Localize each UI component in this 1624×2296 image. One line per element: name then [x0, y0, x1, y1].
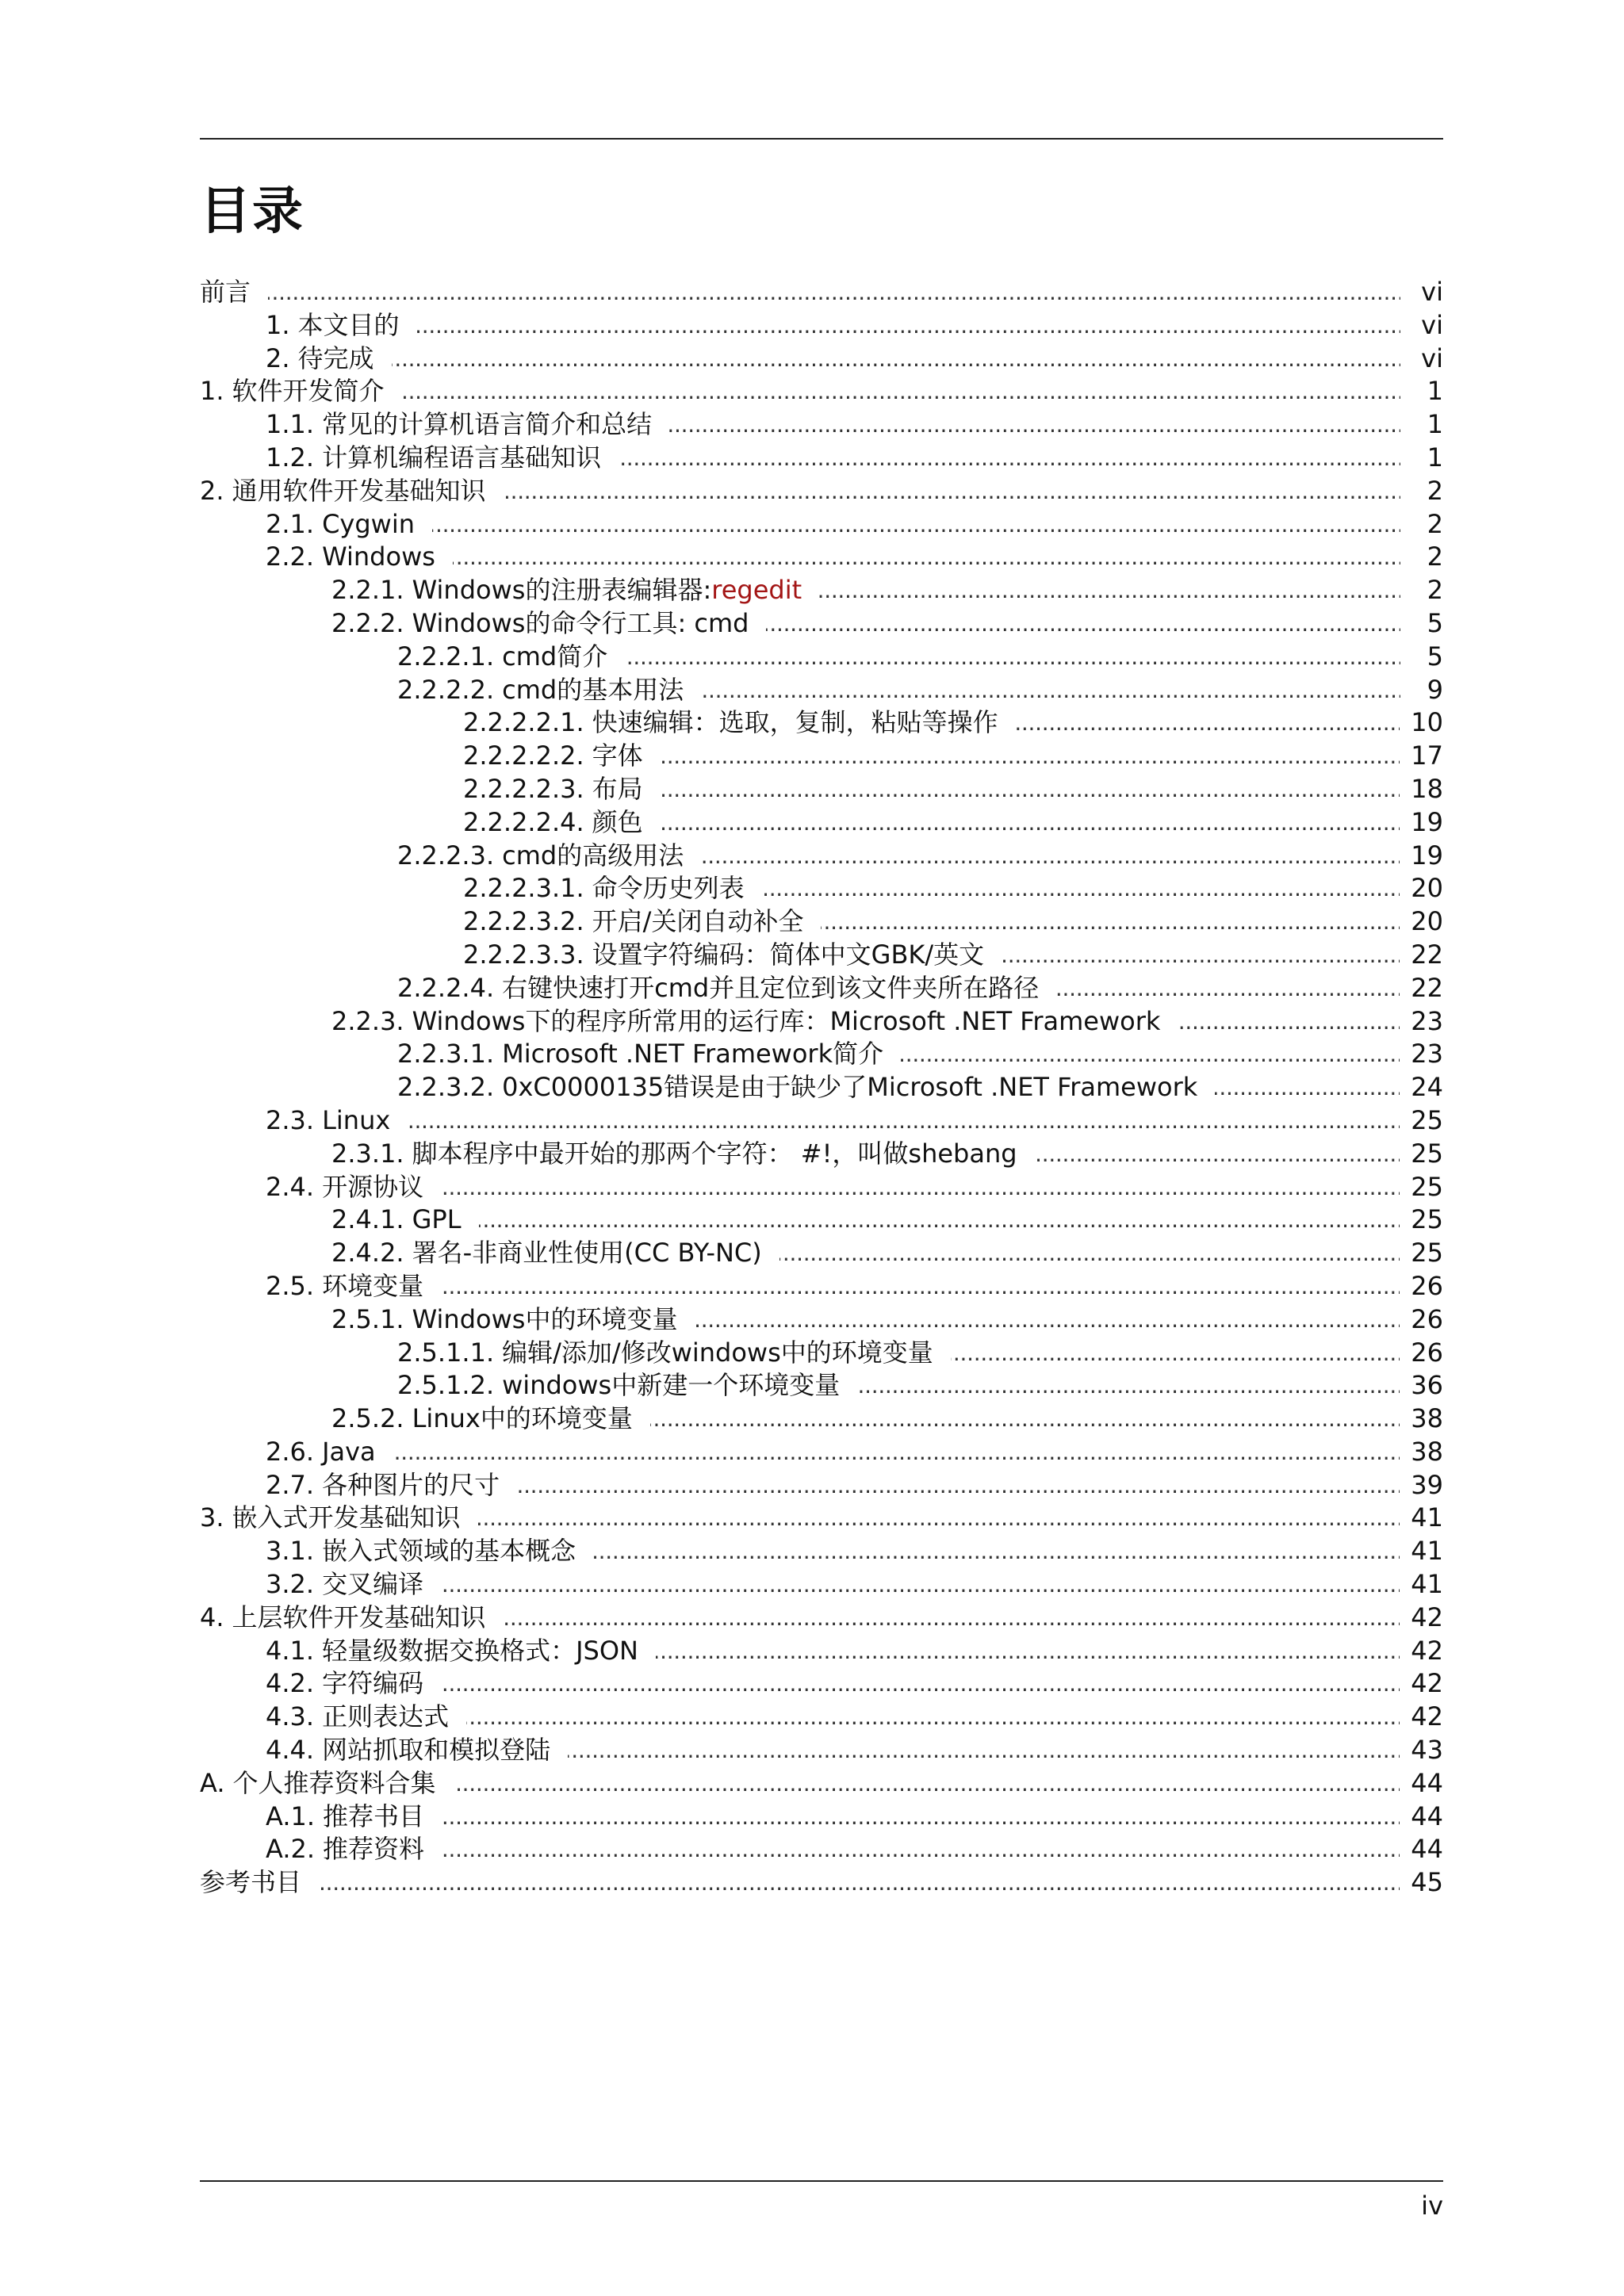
toc-entry-title-text: 常见的计算机语言简介和总结 — [322, 409, 653, 440]
toc-entry-page: 5 — [1427, 607, 1443, 638]
toc-entry-title — [322, 1635, 638, 1668]
toc-entry[interactable] — [200, 1171, 1443, 1204]
toc-entry-title-text: 环境变量 — [322, 1270, 424, 1301]
toc-entry[interactable] — [200, 773, 1443, 806]
toc-entry-page: 9 — [1427, 674, 1443, 705]
toc-entry-title-text: 轻量级数据交换格式：JSON — [322, 1635, 638, 1666]
toc-entry-page: 19 — [1411, 806, 1443, 837]
dot-leader — [517, 1469, 1400, 1502]
toc-entry[interactable] — [200, 1237, 1443, 1270]
toc-entry[interactable] — [200, 641, 1443, 674]
toc-entry-page: 44 — [1411, 1800, 1443, 1831]
toc-entry-page: 44 — [1411, 1834, 1443, 1865]
toc-entry-title-text: cmd简介 — [502, 641, 608, 672]
toc-entry-title-text: 正则表达式 — [322, 1701, 450, 1732]
dot-leader — [779, 1237, 1400, 1270]
toc-entry-number: 2.2.2.3.1. — [463, 873, 584, 904]
toc-entry-title-text: 脚本程序中最开始的那两个字符： #!，叫做shebang — [412, 1138, 1017, 1169]
toc-entry-title-text: Microsoft .NET Framework简介 — [502, 1039, 884, 1070]
toc-entry[interactable] — [200, 408, 1443, 442]
toc-entry-page: 45 — [1411, 1867, 1443, 1898]
toc-entry-title — [412, 1005, 1161, 1039]
toc-entry[interactable] — [200, 1667, 1443, 1701]
toc-entry-number: 2.2.2.2.2. — [463, 740, 584, 771]
toc-entry-page: 2 — [1427, 575, 1443, 606]
toc-entry-number: 4. — [200, 1601, 224, 1632]
toc-entry-title — [502, 1071, 1197, 1104]
toc-entry-title — [298, 342, 374, 376]
dot-leader — [701, 674, 1400, 707]
toc-entry-title-text: cmd的基本用法 — [502, 674, 684, 705]
toc-entry[interactable] — [200, 972, 1443, 1005]
dot-leader — [268, 276, 1400, 309]
toc-entry-title — [322, 541, 435, 574]
toc-entry-number: 2. — [266, 342, 290, 373]
dot-leader — [1178, 1005, 1400, 1039]
toc-entry-title-text: 开源协议 — [322, 1171, 424, 1202]
toc-entry-page: 25 — [1411, 1138, 1443, 1169]
toc-entry-page: 38 — [1411, 1403, 1443, 1434]
toc-entry-title — [298, 309, 400, 342]
toc-entry-number: 3.2. — [266, 1569, 315, 1600]
toc-entry-title — [322, 1171, 423, 1204]
toc-entry-page: 25 — [1411, 1238, 1443, 1269]
toc-entry-title-text: Windows — [322, 541, 435, 572]
toc-entry-number: A. — [200, 1767, 225, 1798]
toc-entry-page: 36 — [1411, 1370, 1443, 1401]
dot-leader — [1016, 706, 1400, 740]
toc-entry-page: 22 — [1411, 939, 1443, 970]
toc-entry-number: 2.2.3. — [331, 1005, 404, 1036]
dot-leader — [402, 375, 1400, 408]
toc-entry-number: 2.2.2.2.1. — [463, 707, 584, 738]
toc-entry-page: 26 — [1411, 1270, 1443, 1301]
toc-entry-title-text: Windows中的环境变量 — [412, 1303, 678, 1334]
toc-entry-title — [502, 840, 684, 873]
toc-entry-page: 26 — [1411, 1337, 1443, 1368]
toc-entry[interactable] — [200, 1436, 1443, 1469]
toc-entry-number: 4.2. — [266, 1668, 315, 1699]
toc-entry-page: 23 — [1411, 1039, 1443, 1070]
dot-leader — [625, 641, 1400, 674]
toc-entry-number: 2.2.2.2.4. — [463, 806, 584, 837]
dot-leader — [695, 1303, 1400, 1337]
toc-entry-page: 1 — [1427, 376, 1443, 407]
toc-entry-page: 43 — [1411, 1735, 1443, 1766]
toc-entry-title-text: 右键快速打开cmd并且定位到该文件夹所在路径 — [502, 972, 1040, 1003]
toc-entry-page: 42 — [1411, 1668, 1443, 1699]
toc-entry[interactable] — [200, 1767, 1443, 1800]
toc-entry-page: 1 — [1427, 409, 1443, 440]
toc-entry-title — [200, 276, 251, 309]
dot-leader — [408, 1104, 1400, 1138]
toc-entry[interactable] — [200, 1734, 1443, 1767]
toc-entry-page: 41 — [1411, 1502, 1443, 1533]
dot-leader — [466, 1701, 1400, 1734]
toc-entry-number: 2.3. — [266, 1104, 315, 1135]
toc-entry-number: 4.4. — [266, 1735, 315, 1766]
toc-entry-number: 1.2. — [266, 442, 315, 473]
dot-leader — [442, 1833, 1400, 1866]
toc-entry-title — [322, 442, 601, 475]
toc-entry-title-text: cmd的高级用法 — [502, 840, 684, 871]
toc-entry-page: 41 — [1411, 1536, 1443, 1567]
toc-entry-number: 2.2.2.3.3. — [463, 939, 584, 970]
dot-leader — [454, 1767, 1400, 1800]
dot-leader — [901, 1038, 1400, 1071]
toc-entry[interactable] — [200, 475, 1443, 508]
toc-entry-title — [232, 375, 385, 408]
toc-entry-number: 2.2.3.2. — [397, 1072, 495, 1103]
toc-entry-page: 2 — [1427, 508, 1443, 539]
toc-entry[interactable] — [200, 872, 1443, 905]
dot-leader — [441, 1270, 1400, 1303]
toc-entry-number: A.1. — [266, 1800, 316, 1831]
dot-leader — [1056, 972, 1400, 1005]
toc-entry[interactable] — [200, 1402, 1443, 1436]
toc-entry-title — [323, 1800, 424, 1834]
toc-entry-title-text: 字体 — [592, 740, 643, 771]
toc-entry-title — [322, 1701, 449, 1734]
toc-entry-title-text: 嵌入式领域的基本概念 — [322, 1536, 576, 1567]
dot-leader — [504, 1601, 1400, 1635]
toc-entry[interactable] — [200, 1601, 1443, 1635]
toc-entry-title — [412, 1402, 633, 1436]
toc-entry[interactable] — [200, 1369, 1443, 1402]
toc-entry-title — [412, 1303, 678, 1337]
toc-entry-page: 24 — [1411, 1072, 1443, 1103]
toc-entry-title — [502, 641, 607, 674]
dot-leader — [392, 342, 1400, 376]
dot-leader — [1215, 1071, 1400, 1104]
toc-entry-number: 2.5.1. — [331, 1303, 404, 1334]
toc-entry-title-text: Windows下的程序所常用的运行库：Microsoft .NET Framework — [412, 1005, 1161, 1036]
toc-entry-title-text: 前言 — [200, 277, 251, 307]
toc-entry-number: 2.2.2.4. — [397, 972, 495, 1003]
toc-entry-title — [592, 773, 643, 806]
toc-entry-title — [322, 1667, 423, 1701]
toc-entry-number: 1.1. — [266, 409, 315, 440]
toc-entry-number: 2. — [200, 475, 224, 506]
dot-leader — [453, 541, 1400, 574]
toc-entry-page: 5 — [1427, 641, 1443, 672]
toc-entry[interactable] — [200, 1469, 1443, 1502]
toc-entry-number: 2.2.2.2.3. — [463, 773, 584, 804]
toc-entry[interactable] — [200, 939, 1443, 972]
toc-entry-number: 2.5.2. — [331, 1403, 404, 1434]
toc-entry-title — [502, 972, 1039, 1005]
toc-entry-number: 4.1. — [266, 1635, 315, 1666]
toc-entry-title — [412, 607, 749, 641]
toc-entry-number: 2.2.1. — [331, 575, 404, 606]
toc-entry[interactable] — [200, 806, 1443, 840]
toc-entry[interactable] — [200, 1138, 1443, 1171]
toc-entry-title-text: 字符编码 — [322, 1668, 424, 1699]
toc-entry[interactable] — [200, 706, 1443, 740]
toc-entry-title — [412, 1203, 462, 1237]
toc-entry-title — [502, 674, 684, 707]
toc-entry[interactable] — [200, 1104, 1443, 1138]
toc-entry-title-text: windows中新建一个环境变量 — [502, 1370, 841, 1401]
toc-entry-page: 25 — [1411, 1204, 1443, 1235]
toc-entry-title — [322, 1568, 423, 1601]
dot-leader — [593, 1535, 1400, 1568]
toc-entry-title-text: 署名-非商业性使用(CC BY-NC) — [412, 1238, 762, 1269]
toc-entry-title — [592, 905, 804, 939]
toc-entry-page: 17 — [1411, 740, 1443, 771]
toc-entry-title — [502, 1369, 840, 1402]
toc-entry[interactable] — [200, 1303, 1443, 1337]
dot-leader — [701, 840, 1400, 873]
dot-leader — [650, 1402, 1400, 1436]
toc-entry-title — [322, 1270, 423, 1303]
toc-entry-title — [232, 1601, 486, 1635]
toc-entry[interactable] — [200, 508, 1443, 541]
dot-leader — [441, 1171, 1400, 1204]
toc-entry-number: 2.3.1. — [331, 1138, 404, 1169]
toc-entry-number: 2.7. — [266, 1469, 315, 1500]
toc-entry-number: 2.1. — [266, 508, 315, 539]
toc-entry[interactable] — [200, 342, 1443, 376]
toc-entry-title-text: Windows的命令行工具: cmd — [412, 607, 749, 638]
toc-entry-number: 2.5. — [266, 1270, 315, 1301]
dot-leader — [393, 1436, 1400, 1469]
toc-entry[interactable] — [200, 1701, 1443, 1734]
dot-leader — [478, 1502, 1400, 1535]
toc-entry-title-text: GPL — [412, 1204, 462, 1235]
toc-entry[interactable] — [200, 1535, 1443, 1568]
toc-entry-title-text: 布局 — [592, 773, 643, 804]
toc-entry-page: 39 — [1411, 1469, 1443, 1500]
toc-entry-page: 44 — [1411, 1767, 1443, 1798]
toc-entry-page: 42 — [1411, 1601, 1443, 1632]
dot-leader — [857, 1369, 1400, 1402]
toc-entry-number: 2.2. — [266, 541, 315, 572]
toc-entry-page: 42 — [1411, 1635, 1443, 1666]
header-rule — [200, 138, 1443, 140]
dot-leader — [766, 607, 1400, 641]
toc-entry[interactable] — [200, 1833, 1443, 1866]
toc-entry-number: 2.5.1.1. — [397, 1337, 495, 1368]
toc-entry-title-text: 开启/关闭自动补全 — [592, 906, 804, 937]
toc-entry-page: 26 — [1411, 1303, 1443, 1334]
toc-entry-title — [592, 872, 745, 905]
toc-entry[interactable] — [200, 1635, 1443, 1668]
page-number: iv — [1421, 2191, 1443, 2221]
table-of-contents — [200, 276, 1443, 1900]
toc-entry-page: 18 — [1411, 773, 1443, 804]
toc-entry-title-text: 设置字符编码：简体中文GBK/英文 — [592, 939, 985, 970]
toc-entry[interactable] — [200, 574, 1443, 607]
dot-leader — [661, 773, 1400, 806]
toc-entry-title-text: Windows的注册表编辑器: — [412, 575, 712, 606]
toc-entry-title-text: 嵌入式开发基础知识 — [232, 1502, 461, 1533]
dot-leader — [619, 442, 1400, 475]
toc-entry[interactable] — [200, 674, 1443, 707]
toc-entry-page: 20 — [1411, 906, 1443, 937]
toc-entry-title-text: 颜色 — [592, 806, 643, 837]
toc-entry-page: 38 — [1411, 1436, 1443, 1467]
toc-entry-number: 1. — [266, 309, 290, 340]
toc-entry-title — [502, 1337, 933, 1370]
toc-entry[interactable] — [200, 276, 1443, 309]
dot-leader — [1035, 1138, 1400, 1171]
toc-entry-number: 2.2.2. — [331, 607, 404, 638]
dot-leader — [417, 309, 1400, 342]
toc-entry-page: vi — [1421, 309, 1443, 340]
toc-entry-number: 2.2.3.1. — [397, 1039, 495, 1070]
toc-entry[interactable] — [200, 1203, 1443, 1237]
toc-entry[interactable] — [200, 309, 1443, 342]
toc-entry-page: 2 — [1427, 541, 1443, 572]
toc-entry-title-text: 通用软件开发基础知识 — [232, 475, 486, 506]
toc-entry-title-text: 各种图片的尺寸 — [322, 1469, 500, 1500]
toc-entry[interactable] — [200, 840, 1443, 873]
toc-entry-number: 2.2.2.3.2. — [463, 906, 584, 937]
dot-leader — [661, 740, 1400, 773]
footer-rule — [200, 2180, 1443, 2182]
toc-entry-title-text: 软件开发简介 — [232, 376, 385, 407]
toc-entry-title-text: 参考书目 — [200, 1867, 302, 1898]
toc-entry-page: vi — [1421, 342, 1443, 373]
toc-entry-title — [322, 408, 652, 442]
toc-entry-page: 42 — [1411, 1701, 1443, 1732]
toc-entry-title-text: 快速编辑：选取，复制，粘贴等操作 — [592, 707, 998, 738]
toc-entry-page: 19 — [1411, 840, 1443, 871]
toc-entry-title — [232, 475, 486, 508]
toc-entry[interactable] — [200, 1568, 1443, 1601]
toc-entry-title — [502, 1038, 883, 1071]
toc-entry-number: 2.4. — [266, 1171, 315, 1202]
toc-entry-number: 4.3. — [266, 1701, 315, 1732]
toc-entry-page: vi — [1421, 277, 1443, 307]
toc-entry-title-text: 编辑/添加/修改windows中的环境变量 — [502, 1337, 933, 1368]
toc-entry[interactable] — [200, 1270, 1443, 1303]
dot-leader — [951, 1337, 1400, 1370]
toc-entry-title — [322, 1104, 390, 1138]
toc-entry-page: 22 — [1411, 972, 1443, 1003]
toc-entry-title-text: Linux — [322, 1104, 391, 1135]
toc-entry-title-text: 推荐书目 — [323, 1800, 425, 1831]
toc-entry-title-text: 本文目的 — [297, 309, 400, 340]
toc-entry-title-text: 待完成 — [297, 342, 374, 373]
toc-entry-title-text: Linux中的环境变量 — [412, 1403, 633, 1434]
dot-leader — [669, 408, 1400, 442]
toc-entry-number: 2.4.1. — [331, 1204, 404, 1235]
toc-entry-title — [200, 1866, 301, 1900]
toc-entry-page: 10 — [1411, 707, 1443, 738]
toc-entry-page: 25 — [1411, 1104, 1443, 1135]
toc-entry-number: 2.5.1.2. — [397, 1370, 495, 1401]
toc-entry-title — [322, 1436, 376, 1469]
toc-entry[interactable] — [200, 1502, 1443, 1535]
dot-leader — [441, 1568, 1400, 1601]
dot-leader — [432, 508, 1400, 541]
toc-entry-title — [323, 1833, 424, 1866]
toc-entry-title-text: 0xC0000135错误是由于缺少了Microsoft .NET Framework — [502, 1072, 1198, 1103]
toc-entry-title-text: 上层软件开发基础知识 — [232, 1601, 486, 1632]
toc-entry-title — [592, 806, 643, 840]
toc-entry-title — [322, 1535, 576, 1568]
toc-entry[interactable] — [200, 1337, 1443, 1370]
toc-entry-number: 3.1. — [266, 1536, 315, 1567]
toc-entry[interactable] — [200, 740, 1443, 773]
dot-leader — [442, 1800, 1400, 1834]
dot-leader — [762, 872, 1400, 905]
toc-entry-title — [232, 1502, 461, 1535]
dot-leader — [479, 1203, 1400, 1237]
toc-heading: 目录 — [200, 182, 304, 241]
toc-entry[interactable] — [200, 1800, 1443, 1834]
toc-entry[interactable] — [200, 375, 1443, 408]
toc-entry-title-text: 交叉编译 — [322, 1569, 424, 1600]
dot-leader — [441, 1667, 1400, 1701]
toc-entry-title — [322, 1469, 500, 1502]
toc-entry-number: 2.2.2.3. — [397, 840, 495, 871]
dot-leader — [821, 905, 1400, 939]
dot-leader — [661, 806, 1400, 840]
toc-entry-page: 25 — [1411, 1171, 1443, 1202]
toc-entry-page: 2 — [1427, 475, 1443, 506]
dot-leader — [319, 1866, 1400, 1900]
toc-entry-title — [412, 574, 802, 607]
toc-entry-number: 2.4.2. — [331, 1238, 404, 1269]
toc-entry-title — [233, 1767, 436, 1800]
toc-entry-title — [592, 740, 643, 773]
toc-entry[interactable] — [200, 905, 1443, 939]
toc-entry-title — [592, 706, 998, 740]
toc-entry-page: 23 — [1411, 1005, 1443, 1036]
toc-entry-title — [322, 1734, 550, 1767]
toc-entry-page: 20 — [1411, 873, 1443, 904]
toc-entry[interactable] — [200, 541, 1443, 574]
toc-entry[interactable] — [200, 1071, 1443, 1104]
toc-entry-number: A.2. — [266, 1834, 316, 1865]
toc-entry-title — [412, 1237, 762, 1270]
toc-entry-page: 41 — [1411, 1569, 1443, 1600]
toc-entry-number: 3. — [200, 1502, 224, 1533]
dot-leader — [819, 574, 1400, 607]
toc-entry-number: 1. — [200, 376, 224, 407]
toc-entry[interactable] — [200, 607, 1443, 641]
toc-entry[interactable] — [200, 1038, 1443, 1071]
toc-entry-page: 1 — [1427, 442, 1443, 473]
toc-entry[interactable] — [200, 442, 1443, 475]
toc-entry-title — [592, 939, 985, 972]
toc-entry-title-text: 推荐资料 — [323, 1834, 425, 1865]
toc-entry-number: 2.6. — [266, 1436, 315, 1467]
toc-entry-title-text: 网站抓取和模拟登陆 — [322, 1735, 551, 1766]
toc-entry-title-text: 命令历史列表 — [592, 873, 745, 904]
dot-leader — [504, 475, 1400, 508]
dot-leader — [568, 1734, 1400, 1767]
toc-entry-title-text: Cygwin — [322, 508, 415, 539]
toc-entry-title-text: 个人推荐资料合集 — [232, 1767, 436, 1798]
dot-leader — [1002, 939, 1400, 972]
toc-entry-title-highlight: regedit — [711, 575, 802, 606]
toc-entry-title-text: 计算机编程语言基础知识 — [322, 442, 602, 473]
toc-entry-number: 2.2.2.1. — [397, 641, 495, 672]
toc-entry[interactable] — [200, 1866, 1443, 1900]
toc-entry-title — [412, 1138, 1017, 1171]
toc-entry[interactable] — [200, 1005, 1443, 1039]
toc-entry-title — [322, 508, 415, 541]
toc-entry-number: 2.2.2.2. — [397, 674, 495, 705]
dot-leader — [656, 1635, 1400, 1668]
toc-entry-title-text: Java — [322, 1436, 376, 1467]
